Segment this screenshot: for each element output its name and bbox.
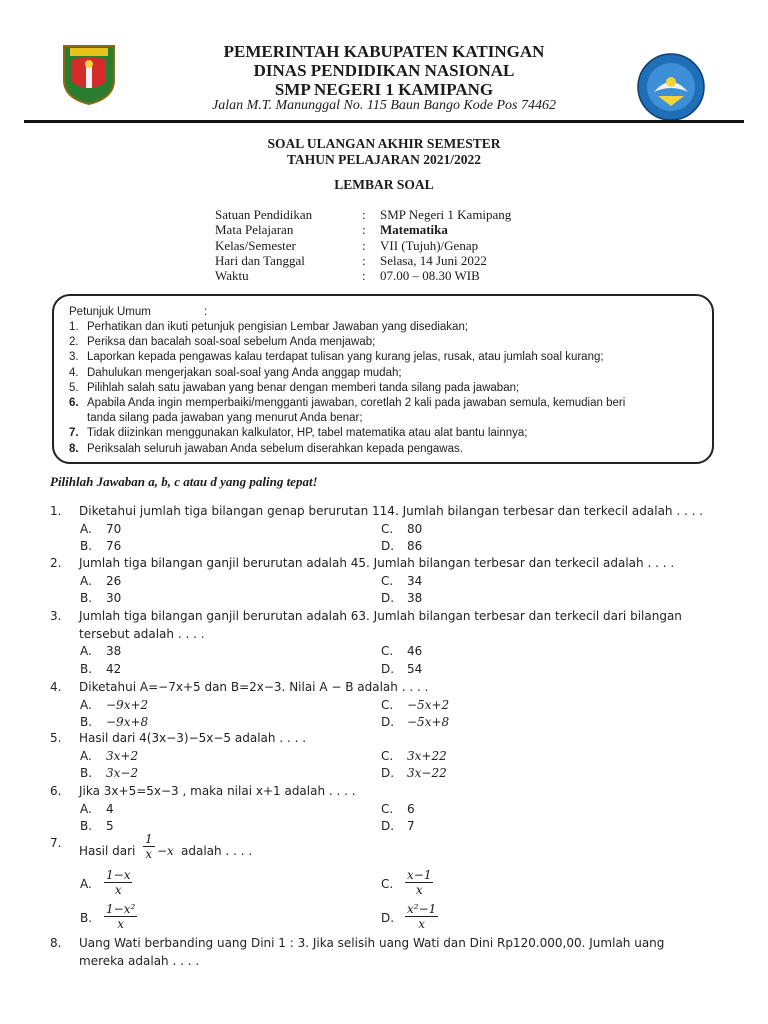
option-text: 54 xyxy=(407,661,423,676)
info-value: SMP Negeri 1 Kamipang xyxy=(380,207,512,222)
question-number: 2. xyxy=(50,556,62,570)
option-text: 5 xyxy=(106,819,114,833)
option-letter: B. xyxy=(80,911,93,925)
question-text: mereka adalah . . . . xyxy=(79,953,200,968)
title-line2: TAHUN PELAJARAN 2021/2022 xyxy=(286,152,481,167)
header-address: Jalan M.T. Manunggal No. 115 Baun Bango Kode Pos 74462 xyxy=(211,98,557,113)
petunjuk-item-text: Apabila Anda ingin memperbaiki/mengganti jawaban, coretlah 2 kali pada jawaban semula, kemudian beri xyxy=(87,397,626,409)
katingan-emblem-icon xyxy=(60,42,118,106)
option-letter: B. xyxy=(80,539,93,553)
petunjuk-item-num: 1. xyxy=(69,321,79,333)
option-letter: A. xyxy=(80,521,92,536)
info-label: Kelas/Semester xyxy=(215,237,296,253)
fraction-denominator: x xyxy=(114,883,122,897)
petunjuk-item-num: 2. xyxy=(69,336,79,349)
option-text: 38 xyxy=(407,591,423,605)
info-sep: : xyxy=(362,207,366,222)
info-value: 07.00 – 08.30 WIB xyxy=(380,268,480,284)
option-letter: A. xyxy=(80,801,92,816)
fraction-numerator: x−1 xyxy=(407,868,432,882)
question-number: 4. xyxy=(50,680,62,694)
petunjuk-item-text: Dahulukan mengerjakan soal-soal yang Anda anggap mudah; xyxy=(87,366,402,379)
option-letter: C. xyxy=(381,877,394,891)
option-text: −5x+8 xyxy=(407,715,450,729)
petunjuk-heading-sep: : xyxy=(204,306,208,318)
option-letter: C. xyxy=(381,801,394,816)
question-text: tersebut adalah . . . . xyxy=(79,626,205,641)
fraction-numerator: 1−x xyxy=(106,868,131,882)
option-letter: B. xyxy=(80,715,93,729)
option-text: 7 xyxy=(407,819,415,833)
fraction-numerator: 1−x² xyxy=(106,902,136,916)
option-text: 3x−2 xyxy=(106,766,139,780)
option-letter: D. xyxy=(381,911,395,925)
option-letter: C. xyxy=(381,521,394,536)
option-fraction xyxy=(405,902,438,931)
question-text: Uang Wati berbanding uang Dini 1 : 3. Jika selisih uang Wati dan Dini Rp120.000,00. Jumlah uang xyxy=(79,936,665,950)
info-sep: : xyxy=(362,222,366,238)
petunjuk-item-num: 7. xyxy=(69,427,79,440)
option-text: 4 xyxy=(106,801,114,816)
header-line1: PEMERINTAH KABUPATEN KATINGAN xyxy=(223,42,545,61)
info-sep: : xyxy=(362,237,366,253)
petunjuk-item-text: Laporkan kepada pengawas kalau terdapat tulisan yang kurang jelas, rusak, atau jumlah soal kurang; xyxy=(87,351,604,364)
option-letter: C. xyxy=(381,748,394,763)
info-label: Satuan Pendidikan xyxy=(215,207,313,222)
option-text: 86 xyxy=(407,539,423,553)
question-number: 8. xyxy=(50,936,62,950)
question-number: 3. xyxy=(50,609,62,623)
option-text: −9x+2 xyxy=(106,697,149,712)
question-number: 5. xyxy=(50,731,62,745)
option-letter: A. xyxy=(80,644,92,658)
question-text: Hasil dari xyxy=(79,844,136,858)
info-label: Mata Pelajaran xyxy=(215,222,294,238)
option-text: 3x−22 xyxy=(407,766,447,780)
option-text: 80 xyxy=(407,521,423,536)
option-text: 42 xyxy=(106,661,122,676)
petunjuk-item-text: Perhatikan dan ikuti petunjuk pengisian Lembar Jawaban yang disediakan; xyxy=(87,321,469,333)
option-letter: A. xyxy=(80,573,92,588)
info-value: Matematika xyxy=(380,222,448,238)
fraction-numerator: x²−1 xyxy=(407,902,437,916)
sheet-title: LEMBAR SOAL xyxy=(334,177,434,192)
option-letter: D. xyxy=(381,591,395,605)
petunjuk-item-num: 4. xyxy=(69,366,79,379)
petunjuk-item-num: 6. xyxy=(69,397,79,409)
option-text: 70 xyxy=(106,521,122,536)
question-number: 7. xyxy=(50,836,62,850)
option-text: 34 xyxy=(407,573,423,588)
option-text: 3x+22 xyxy=(407,748,447,763)
header-line3: SMP NEGERI 1 KAMIPANG xyxy=(274,80,494,99)
option-letter: D. xyxy=(381,766,395,780)
petunjuk-item-num: 8. xyxy=(69,442,79,455)
petunjuk-item-text: Pilihlah salah satu jawaban yang benar dengan memberi tanda silang pada jawaban; xyxy=(87,381,520,394)
info-label: Waktu xyxy=(215,268,249,284)
question-number: 1. xyxy=(50,504,62,518)
tut-wuri-handayani-icon xyxy=(636,52,706,122)
option-letter: B. xyxy=(80,661,93,676)
fraction-denominator: x xyxy=(418,917,426,931)
question-text: Diketahui jumlah tiga bilangan genap berurutan 114. Jumlah bilangan terbesar dan terkecil adalah . . . . xyxy=(79,504,704,518)
question-number: 6. xyxy=(50,784,62,798)
option-letter: B. xyxy=(80,591,93,605)
option-letter: D. xyxy=(381,819,395,833)
header-divider xyxy=(24,120,744,123)
info-sep: : xyxy=(362,268,366,284)
option-letter: A. xyxy=(80,748,92,763)
option-text: 26 xyxy=(106,573,122,588)
petunjuk-item-num: 5. xyxy=(69,381,79,394)
question-text: adalah . . . . xyxy=(181,844,253,858)
question-text: Diketahui A=−7x+5 dan B=2x−3. Nilai A − B adalah . . . . xyxy=(79,680,429,694)
petunjuk-item-text-cont: tanda silang pada jawaban yang menurut Anda benar; xyxy=(87,412,363,425)
fraction-denominator: x xyxy=(145,847,153,861)
right-logo xyxy=(636,52,706,122)
option-text: −9x+8 xyxy=(106,715,149,729)
option-letter: D. xyxy=(381,539,395,553)
option-fraction xyxy=(104,868,132,897)
option-text: −5x+2 xyxy=(407,697,450,712)
question-text: Jumlah tiga bilangan ganjil berurutan adalah 63. Jumlah bilangan terbesar dan terkecil dari bilangan xyxy=(79,609,682,623)
option-letter: A. xyxy=(80,697,92,712)
petunjuk-item-text: Periksa dan bacalah soal-soal sebelum Anda menjawab; xyxy=(87,336,376,349)
option-text: 46 xyxy=(407,644,423,658)
fraction-numerator: 1 xyxy=(145,832,153,846)
option-letter: D. xyxy=(381,715,395,729)
option-text: 38 xyxy=(106,644,122,658)
option-letter: B. xyxy=(80,819,93,833)
option-letter: A. xyxy=(80,877,92,891)
info-value: Selasa, 14 Juni 2022 xyxy=(380,252,487,268)
question-math: −x xyxy=(157,844,174,858)
option-text: 6 xyxy=(407,801,415,816)
petunjuk-item-num: 3. xyxy=(69,351,79,364)
option-text: 30 xyxy=(106,591,122,605)
question-text: Hasil dari 4(3x−3)−5x−5 adalah . . . . xyxy=(79,731,307,745)
header-line2: DINAS PENDIDIKAN NASIONAL xyxy=(253,61,515,80)
fraction-denominator: x xyxy=(117,917,125,931)
instruction-text: Pilihlah Jawaban a, b, c atau d yang paling tepat! xyxy=(50,474,318,489)
left-logo xyxy=(60,42,118,106)
info-sep: : xyxy=(362,252,366,268)
option-text: 3x+2 xyxy=(106,748,139,763)
option-letter: C. xyxy=(381,697,394,712)
option-letter: D. xyxy=(381,661,395,676)
option-fraction xyxy=(405,868,433,897)
info-label: Hari dan Tanggal xyxy=(215,252,305,268)
option-text: 76 xyxy=(106,539,122,553)
question-fraction xyxy=(143,832,155,861)
question-text: Jika 3x+5=5x−3 , maka nilai x+1 adalah . . . . xyxy=(79,784,356,798)
petunjuk-heading: Petunjuk Umum xyxy=(69,306,151,318)
fraction-denominator: x xyxy=(415,883,423,897)
option-letter: C. xyxy=(381,573,394,588)
petunjuk-item-text: Tidak diizinkan menggunakan kalkulator, HP, tabel matematika atau alat bantu lainnya; xyxy=(87,427,528,440)
option-letter: B. xyxy=(80,766,93,780)
petunjuk-item-text: Periksalah seluruh jawaban Anda sebelum diserahkan kepada pengawas. xyxy=(87,442,463,455)
info-value: VII (Tujuh)/Genap xyxy=(380,237,479,253)
option-fraction xyxy=(104,902,137,931)
option-letter: C. xyxy=(381,644,394,658)
title-line1: SOAL ULANGAN AKHIR SEMESTER xyxy=(267,136,501,151)
question-text: Jumlah tiga bilangan ganjil berurutan adalah 45. Jumlah bilangan terbesar dan terkecil adalah . . . . xyxy=(79,556,675,570)
